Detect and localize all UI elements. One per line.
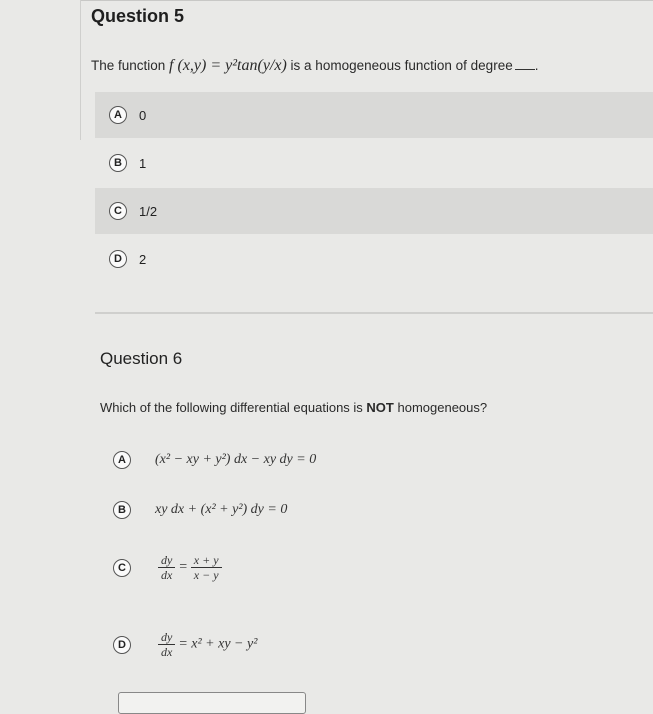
rhs-expression: = x² + xy − y²	[178, 636, 258, 652]
option-letter-circle: B	[109, 154, 127, 172]
lhs-denominator: dx	[158, 567, 175, 582]
option-letter-circle: C	[113, 559, 131, 577]
q5-option-c[interactable]	[95, 188, 653, 234]
next-question-box	[118, 692, 306, 714]
q6-option-d[interactable]	[113, 630, 257, 659]
prompt-math: f (x,y) = y²tan(y/x)	[169, 57, 287, 74]
rhs-numerator: x + y	[193, 553, 219, 567]
q6-option-a[interactable]	[113, 451, 316, 469]
rhs-denominator: x − y	[191, 567, 222, 582]
prompt-suffix: is a homogeneous function of degree	[286, 58, 513, 73]
answer-blank	[515, 69, 535, 70]
lhs-fraction	[158, 630, 175, 659]
question-5-title: Question 5	[91, 6, 185, 26]
prompt-end: homogeneous?	[393, 400, 488, 415]
prompt-prefix: The function	[91, 58, 170, 73]
prompt-start: Which of the following differential equations is	[100, 400, 367, 415]
lhs-denominator: dx	[158, 644, 175, 659]
q5-option-a[interactable]	[95, 92, 653, 138]
option-text: 1/2	[139, 203, 158, 219]
option-text: 0	[139, 107, 147, 123]
top-border	[80, 0, 653, 1]
option-letter-circle: C	[109, 202, 127, 220]
lhs-numerator: dy	[161, 630, 173, 644]
question-6-title: Question 6	[100, 349, 183, 368]
equals-sign: =	[178, 559, 188, 575]
section-divider	[95, 312, 653, 314]
option-text: 1	[139, 155, 147, 171]
option-expression: (x² − xy + y²) dx − xy dy = 0	[155, 452, 317, 467]
option-letter-circle: A	[109, 106, 127, 124]
option-letter-circle: D	[113, 636, 131, 654]
lhs-numerator: dy	[161, 553, 173, 567]
q6-option-b[interactable]	[113, 501, 287, 519]
q6-option-c[interactable]	[113, 553, 225, 582]
prompt-emphasis: NOT	[366, 400, 394, 415]
question-6-prompt	[100, 400, 487, 415]
rhs-fraction	[191, 553, 222, 582]
option-text: 2	[139, 251, 147, 267]
q5-option-b[interactable]	[95, 140, 653, 186]
option-letter-circle: D	[109, 250, 127, 268]
option-letter-circle: A	[113, 451, 131, 469]
option-expression: xy dx + (x² + y²) dy = 0	[155, 502, 288, 517]
left-border	[80, 0, 81, 140]
option-letter-circle: B	[113, 501, 131, 519]
option-expression	[155, 630, 257, 659]
lhs-fraction	[158, 553, 175, 582]
option-expression	[155, 553, 225, 582]
question-5-prompt: The function f (x,y) = y²tan(y/x) is a homogeneous function of degree .	[91, 57, 539, 74]
q5-option-d[interactable]	[95, 236, 653, 282]
